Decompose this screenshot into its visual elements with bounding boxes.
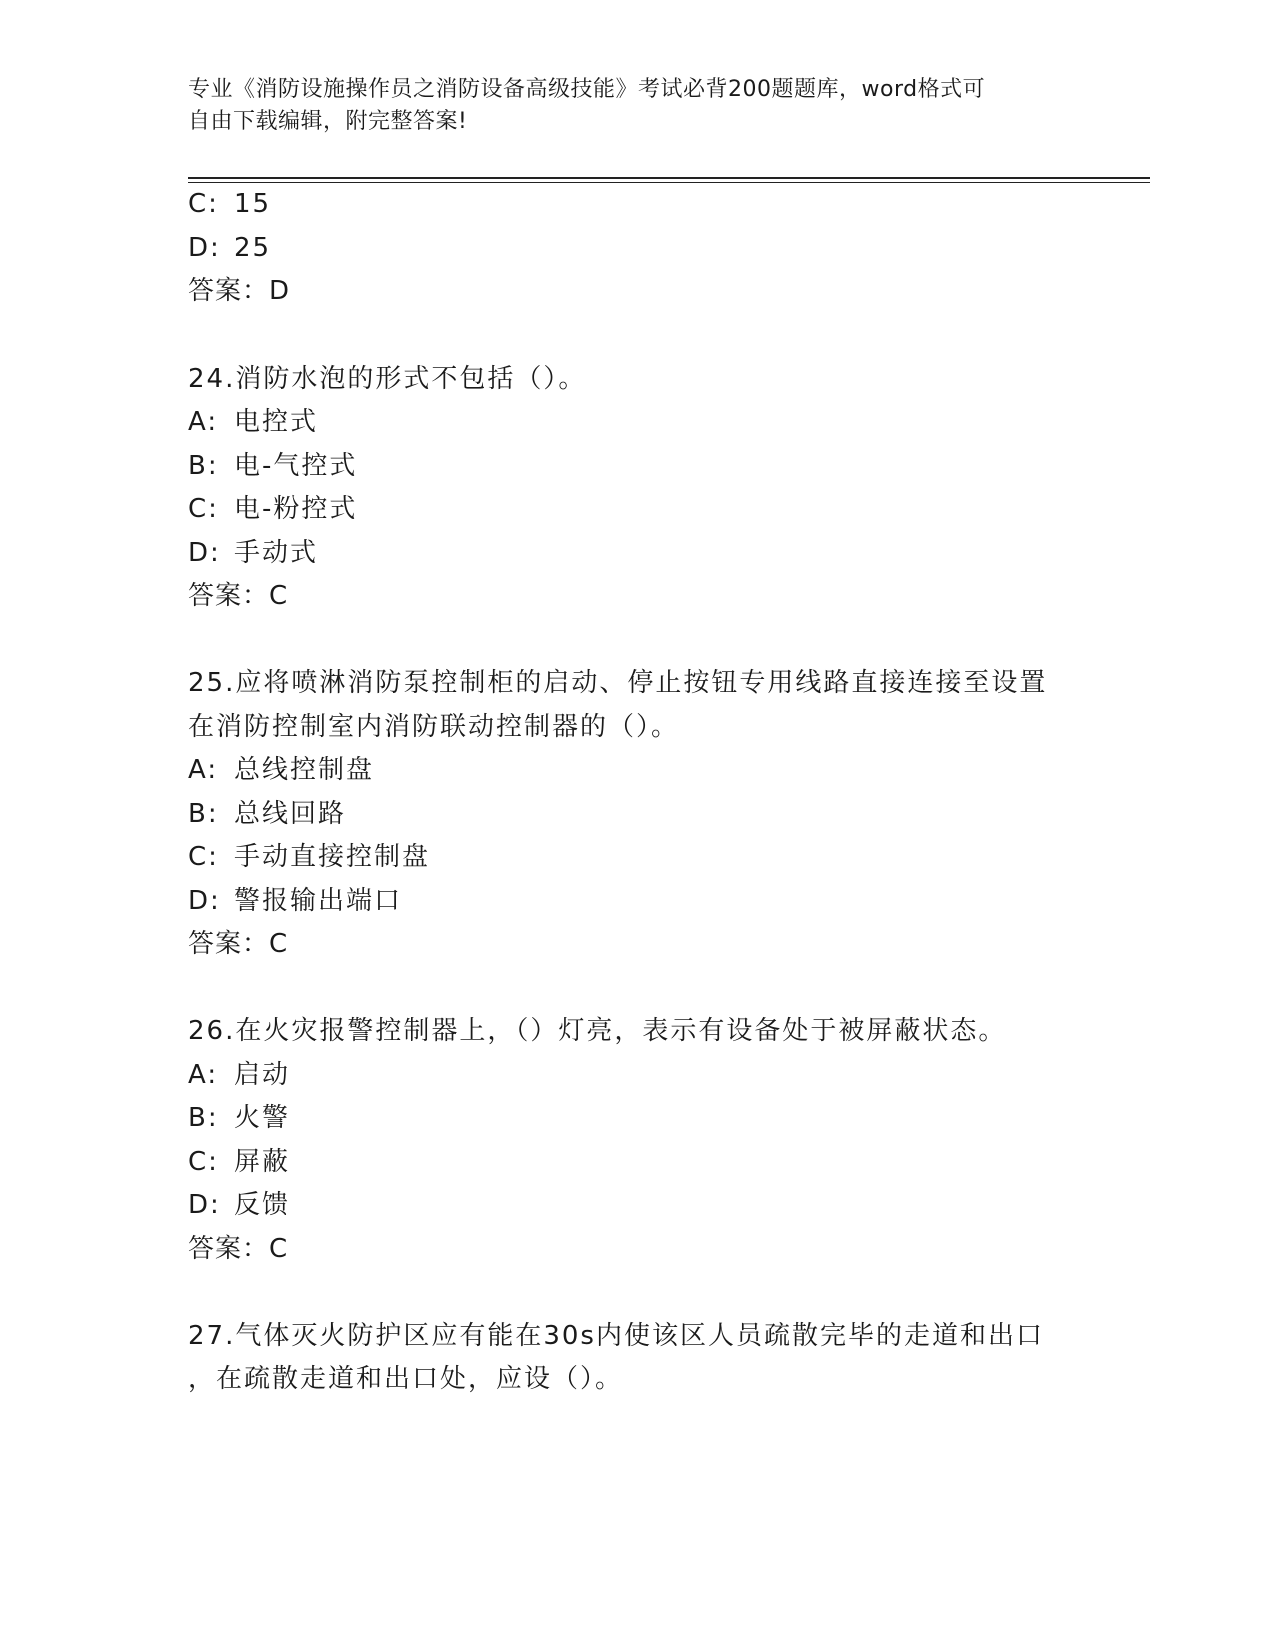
option-key: B:: [188, 1103, 219, 1133]
option-text: 25: [234, 233, 272, 263]
option-key: C:: [188, 189, 219, 219]
option-text: 电-气控式: [234, 451, 358, 481]
option-c: [188, 187, 271, 221]
answer-line: 答案：C: [188, 1234, 289, 1264]
option-b: [188, 797, 346, 831]
question-stem-cont: 在消防控制室内消防联动控制器的（）。: [188, 712, 680, 742]
option-key: B:: [188, 799, 219, 829]
document-header: [188, 74, 1068, 138]
option-a: [188, 405, 318, 439]
header-divider-thin: [188, 182, 1150, 183]
option-key: D:: [188, 233, 221, 263]
option-c: [188, 492, 357, 526]
option-text: 15: [234, 189, 272, 219]
option-key: C:: [188, 1147, 219, 1177]
option-a: [188, 1058, 290, 1092]
option-key: D:: [188, 538, 221, 568]
header-line-2: 自由下载编辑，附完整答案!: [188, 109, 468, 134]
option-text: 手动式: [234, 538, 319, 568]
option-d: [188, 231, 271, 265]
header-line-1: 专业《消防设施操作员之消防设备高级技能》考试必背200题题库，word格式可: [188, 77, 986, 102]
option-key: D:: [188, 1190, 221, 1220]
option-key: A:: [188, 1060, 219, 1090]
question-stem: 27.气体灭火防护区应有能在30s内使该区人员疏散完毕的走道和出口: [188, 1321, 1044, 1351]
option-text: 火警: [234, 1103, 291, 1133]
option-text: 总线回路: [234, 799, 347, 829]
option-text: 电控式: [234, 407, 319, 437]
option-d: [188, 1188, 290, 1222]
option-key: C:: [188, 494, 219, 524]
option-key: D:: [188, 886, 221, 916]
option-c: [188, 840, 430, 874]
option-text: 启动: [234, 1060, 291, 1090]
option-d: [188, 536, 318, 570]
question-stem-cont: ，在疏散走道和出口处，应设（）。: [188, 1364, 624, 1394]
question-stem: 26.在火灾报警控制器上，（）灯亮，表示有设备处于被屏蔽状态。: [188, 1016, 1007, 1046]
option-b: [188, 1101, 290, 1135]
answer-line: 答案：C: [188, 581, 289, 611]
option-text: 警报输出端口: [234, 886, 403, 916]
option-b: [188, 449, 357, 483]
question-stem: 25.应将喷淋消防泵控制柜的启动、停止按钮专用线路直接连接至设置: [188, 668, 1048, 698]
option-text: 屏蔽: [234, 1147, 291, 1177]
header-divider-thick: [188, 177, 1150, 179]
option-key: B:: [188, 451, 219, 481]
answer-line: 答案：C: [188, 929, 289, 959]
option-c: [188, 1145, 290, 1179]
option-d: [188, 884, 402, 918]
option-key: A:: [188, 755, 219, 785]
option-key: A:: [188, 407, 219, 437]
option-text: 总线控制盘: [234, 755, 375, 785]
option-a: [188, 753, 374, 787]
option-key: C:: [188, 842, 219, 872]
answer-line: 答案：D: [188, 276, 291, 306]
option-text: 反馈: [234, 1190, 291, 1220]
option-text: 电-粉控式: [234, 494, 358, 524]
option-text: 手动直接控制盘: [234, 842, 431, 872]
question-stem: 24.消防水泡的形式不包括（）。: [188, 364, 587, 394]
